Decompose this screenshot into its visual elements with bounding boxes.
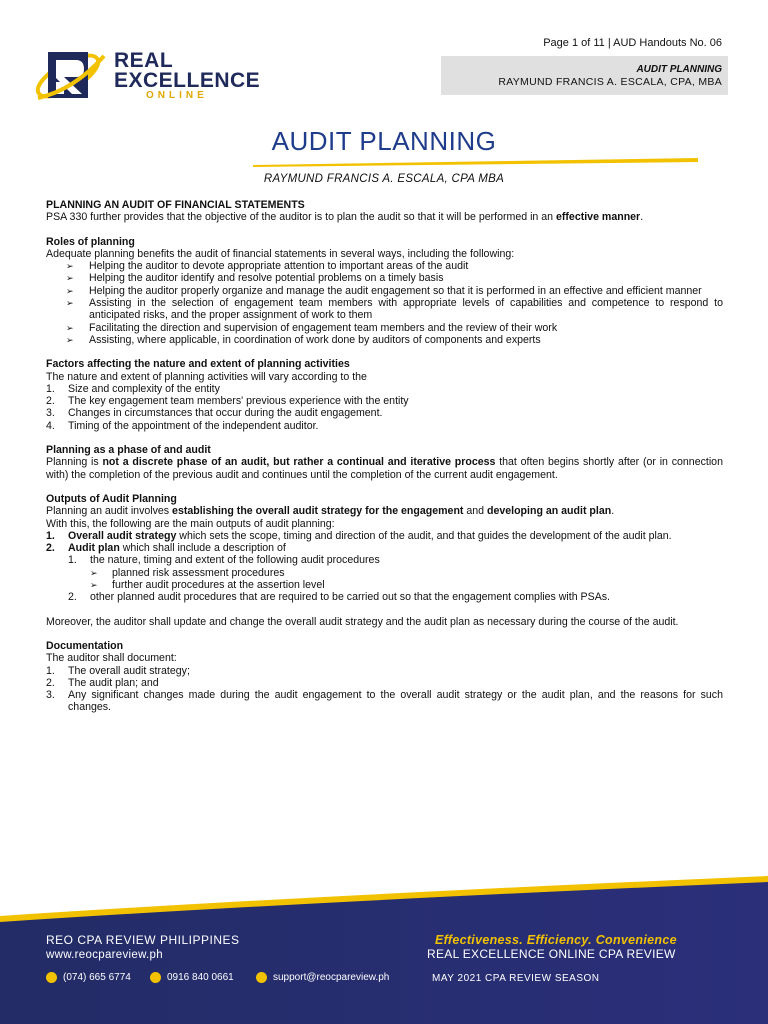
- list-item: [46, 677, 723, 689]
- arrow-icon: ➢: [66, 261, 74, 272]
- email-icon: [256, 972, 267, 983]
- text-run: and: [463, 505, 487, 518]
- page-title: AUDIT PLANNING: [271, 126, 497, 156]
- footer-name: REAL EXCELLENCE ONLINE CPA REVIEW: [427, 947, 676, 961]
- list-item-text: Changes in circumstances that occur during the audit engagement.: [68, 407, 383, 420]
- footer-email[interactable]: [256, 972, 389, 983]
- document-body: [46, 199, 723, 714]
- list-number: 2.: [46, 395, 55, 408]
- header-box-title: AUDIT PLANNING: [636, 64, 722, 75]
- text-run: which sets the scope, timing and direction of the audit, and that guides the development of the audit plan.: [176, 529, 672, 542]
- text-run: which shall include a description of: [119, 542, 286, 555]
- list-number: 4.: [46, 419, 55, 432]
- paragraph: With this, the following are the main outputs of audit planning:: [46, 517, 335, 530]
- phone-icon: [46, 972, 57, 983]
- footer-phone: [46, 972, 131, 983]
- logo-text-online: ONLINE: [146, 90, 208, 101]
- arrow-icon: ➢: [66, 298, 74, 309]
- list-number: 1.: [46, 664, 55, 677]
- bold-run: not a discrete phase of an audit, but rather a continual and iterative process: [102, 456, 496, 469]
- footer-tagline: Effectiveness. Efficiency. Convenience: [435, 933, 677, 947]
- footer-mobile: [150, 972, 234, 983]
- text-run: Planning is: [46, 456, 103, 469]
- list-item: [46, 272, 723, 284]
- bold-run: Audit plan: [68, 542, 120, 555]
- author-subtitle: RAYMUND FRANCIS A. ESCALA, CPA MBA: [263, 173, 505, 185]
- list-item-text: [68, 530, 723, 542]
- page-info: Page 1 of 11 | AUD Handouts No. 06: [543, 37, 722, 49]
- list-item: [46, 591, 723, 603]
- list-number: 3.: [46, 407, 55, 420]
- header-box-author: RAYMUND FRANCIS A. ESCALA, CPA, MBA: [498, 76, 722, 88]
- list-item-text: Timing of the appointment of the independent auditor.: [68, 419, 319, 432]
- footer-org: REO CPA REVIEW PHILIPPINES: [46, 933, 240, 947]
- list-item: [46, 554, 723, 566]
- list-number: 2.: [46, 542, 55, 555]
- section-heading: Outputs of Audit Planning: [46, 492, 177, 505]
- list-item-text: Size and complexity of the entity: [68, 382, 220, 395]
- list-item: [46, 420, 723, 432]
- arrow-icon: ➢: [66, 285, 74, 296]
- list-item-text: other planned audit procedures that are required to be carried out so that the engagement complies with PSAs.: [90, 591, 610, 604]
- list-item: [46, 665, 723, 677]
- text-run: PSA 330 further provides that the objective of the auditor is to plan the audit so that it will be performed in an: [46, 211, 556, 224]
- bold-run: Overall audit strategy: [68, 529, 177, 542]
- list-item-text: The audit plan; and: [68, 676, 159, 689]
- email-text[interactable]: support@reocpareview.ph: [273, 972, 390, 983]
- section-heading: Factors affecting the nature and extent of planning activities: [46, 358, 350, 371]
- list-number: 3.: [46, 689, 55, 702]
- list-item: [46, 334, 723, 346]
- list-item: [46, 542, 723, 554]
- list-item-text: the nature, timing and extent of the following audit procedures: [90, 554, 380, 567]
- text-run: that often begins shortly after (or in connection with) the completion of the previous audit and continues until the completion of the current audit engagement.: [46, 456, 723, 481]
- footer-website-link[interactable]: www.reocpareview.ph: [46, 949, 163, 961]
- list-item: [46, 407, 723, 419]
- list-item: [46, 383, 723, 395]
- list-item-text: Assisting in the selection of engagement team members with appropriate levels of capabilities and competence to respond to anticipated risks, and the proper assignment of work to them: [89, 297, 723, 322]
- arrow-icon: ➢: [90, 580, 98, 591]
- list-number: 2.: [46, 676, 55, 689]
- list-item: [46, 297, 723, 322]
- paragraph: [46, 505, 723, 517]
- bold-run: developing an audit plan: [487, 505, 612, 518]
- section-heading: Roles of planning: [46, 235, 135, 248]
- paragraph: [46, 211, 723, 223]
- paragraph: The nature and extent of planning activities will vary according to the: [46, 370, 367, 383]
- list-item-text: further audit procedures at the assertion level: [112, 579, 325, 592]
- phone-text: (074) 665 6774: [63, 972, 131, 983]
- list-item-text: The key engagement team members' previous experience with the entity: [68, 395, 409, 408]
- paragraph: Adequate planning benefits the audit of financial statements in several ways, including the following:: [46, 247, 515, 260]
- list-number: 2.: [68, 591, 77, 604]
- list-item: [46, 530, 723, 542]
- list-item: [46, 567, 723, 579]
- list-item: [46, 395, 723, 407]
- section-heading: Documentation: [46, 639, 124, 652]
- bold-run: effective manner: [555, 211, 641, 224]
- list-number: 1.: [46, 529, 55, 542]
- bold-run: establishing the overall audit strategy for the engagement: [172, 505, 464, 518]
- list-item-text: Assisting, where applicable, in coordination of work done by auditors of components and experts: [89, 333, 541, 346]
- list-item: [46, 285, 723, 297]
- list-item-text: Helping the auditor identify and resolve potential problems on a timely basis: [89, 272, 444, 285]
- arrow-icon: ➢: [90, 567, 98, 578]
- paragraph: The auditor shall document:: [46, 652, 177, 665]
- list-item: [46, 322, 723, 334]
- footer-season: MAY 2021 CPA REVIEW SEASON: [432, 973, 600, 984]
- text-run: Planning an audit involves: [46, 505, 173, 518]
- logo-text-excellence: EXCELLENCE: [114, 69, 261, 92]
- logo-text-real: REAL: [114, 49, 174, 72]
- section-heading: Planning as a phase of and audit: [46, 444, 211, 457]
- title-underline: [253, 156, 698, 168]
- section-heading: PLANNING AN AUDIT OF FINANCIAL STATEMENTS: [46, 199, 305, 211]
- arrow-icon: ➢: [66, 322, 74, 333]
- arrow-icon: ➢: [66, 273, 74, 284]
- list-item-text: Any significant changes made during the audit engagement to the overall audit strategy or the audit plan, and the reasons for such changes.: [68, 689, 723, 714]
- list-item-text: Facilitating the direction and supervision of engagement team members and the review of their work: [89, 321, 558, 334]
- list-number: 1.: [68, 554, 77, 567]
- mobile-icon: [150, 972, 161, 983]
- paragraph: Moreover, the auditor shall update and change the overall audit strategy and the audit plan as necessary during the course of the audit.: [46, 615, 679, 628]
- arrow-icon: ➢: [66, 334, 74, 345]
- mobile-text: 0916 840 0661: [167, 972, 234, 983]
- list-item-text: Helping the auditor properly organize and manage the audit engagement so that it is performed in an effective and efficient manner: [89, 284, 702, 297]
- paragraph: [46, 456, 723, 481]
- list-item-text: [68, 542, 723, 554]
- list-item-text: Helping the auditor to devote appropriate attention to important areas of the audit: [89, 260, 469, 273]
- list-item: [46, 260, 723, 272]
- list-number: 1.: [46, 382, 55, 395]
- text-run: .: [640, 211, 644, 224]
- list-item: [46, 579, 723, 591]
- list-item-text: planned risk assessment procedures: [112, 566, 285, 579]
- text-run: .: [611, 505, 615, 518]
- list-item-text: The overall audit strategy;: [68, 664, 190, 677]
- list-item: [46, 689, 723, 714]
